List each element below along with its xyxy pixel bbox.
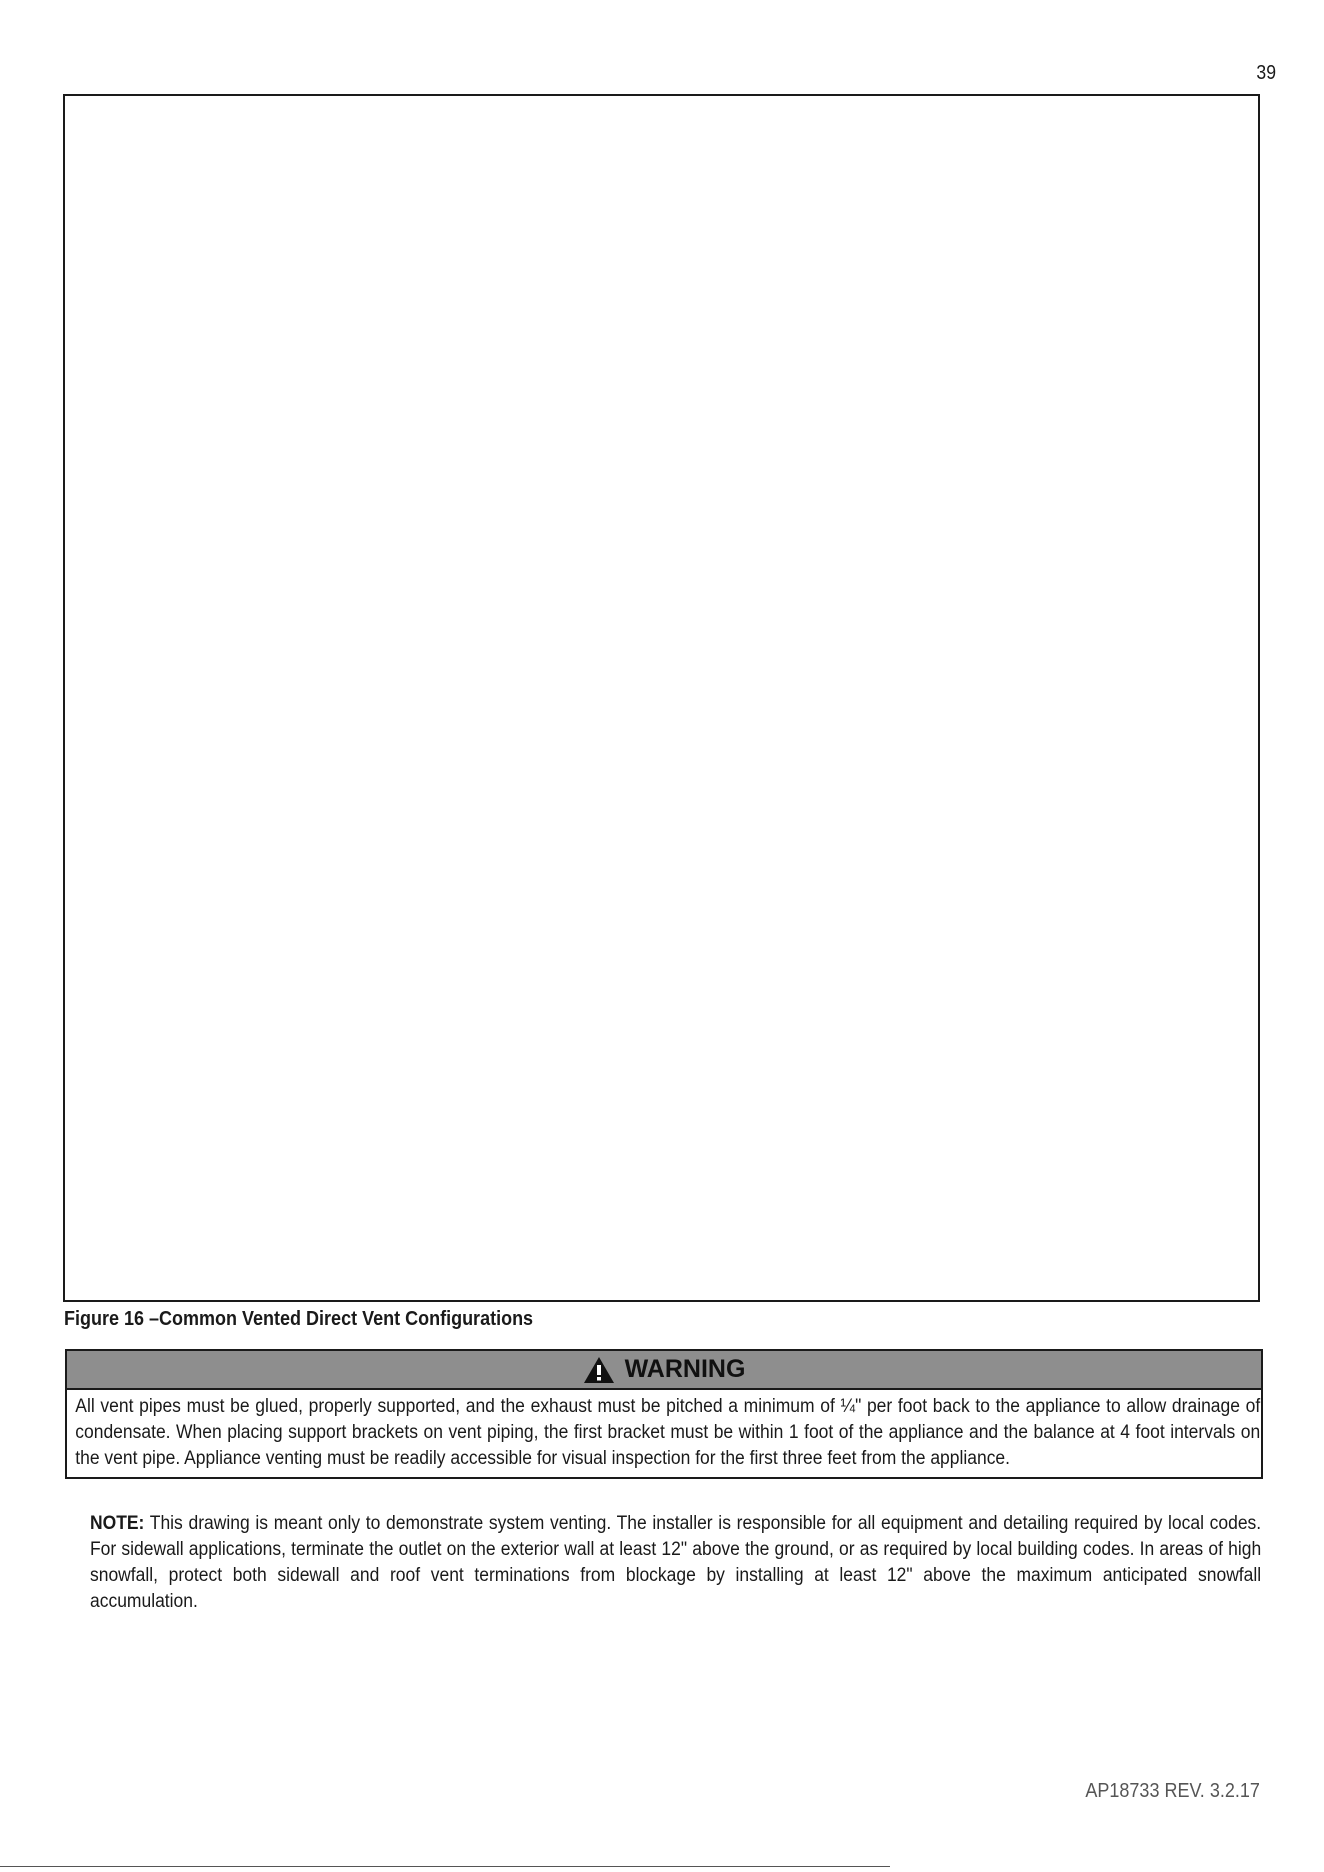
warning-box bbox=[65, 1349, 1263, 1479]
note-label: NOTE: bbox=[90, 1513, 145, 1534]
warning-body: All vent pipes must be glued, properly supported, and the exhaust must be pitched a minimum of ¼" per foot back to the appliance to allow drainage of condensate. When placing support brackets on vent piping, the first bracket must be within 1 foot of the appliance and the balance at 4 foot intervals on the vent pipe. Appliance venting must be readily accessible for visual inspection for the first three feet from the appliance. bbox=[75, 1396, 1261, 1469]
figure-caption: Figure 16 –Common Vented Direct Vent Configurations bbox=[64, 1308, 534, 1330]
footer-rule bbox=[0, 1866, 890, 1867]
page-number: 39 bbox=[1256, 62, 1276, 84]
note-text: This drawing is meant only to demonstrate system venting. The installer is responsible for all equipment and detailing required by local codes. For sidewall applications, terminate the outlet on the exterior wall at least 12" above the ground, or as required by local building codes. In areas of high snowfall, protect both sidewall and roof vent terminations from blockage by installing at least 12" above the maximum anticipated snowfall accumulation. bbox=[90, 1513, 1262, 1612]
warning-header bbox=[67, 1351, 1261, 1390]
note-paragraph bbox=[90, 1511, 1261, 1615]
figure-frame bbox=[63, 94, 1260, 1302]
warning-triangle-icon bbox=[583, 1356, 615, 1384]
warning-title: WARNING bbox=[624, 1355, 746, 1383]
document-code: AP18733 REV. 3.2.17 bbox=[1085, 1780, 1260, 1802]
